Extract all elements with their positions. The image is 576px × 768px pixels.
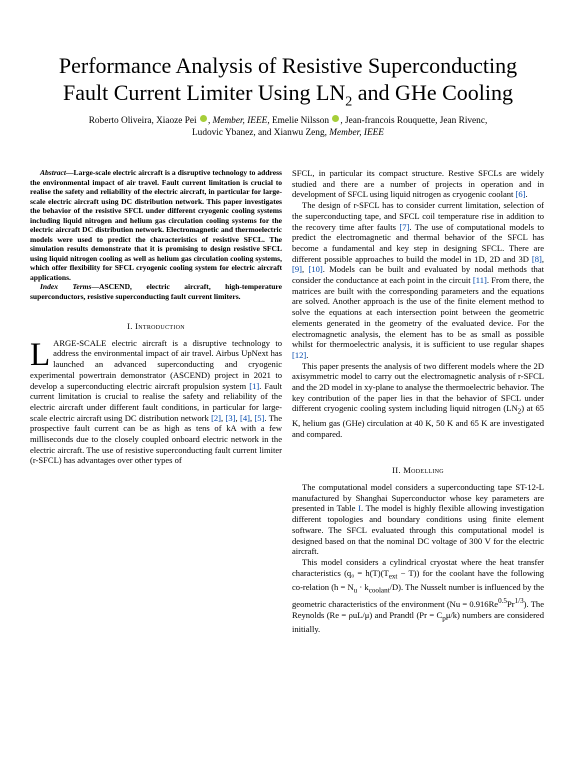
citation-link[interactable]: [10] [308,264,323,275]
citation-link[interactable]: [4] [239,412,250,423]
right-column [292,168,544,635]
body-paragraph: The computational model considers a superconducting tape ST-12-L manufactured by Shanghai Superconductor whose key parameters are presented in Table I. The model is highly flexible allowing investigation different topologies and boundary conditions using finite element software. The SFCL evaluated through this computational model is designed based on that the nominal DC voltage of 300 V for the electric aircraft. [292,481,544,557]
section-heading-introduction: I. Introduction [127,321,185,331]
citation-link[interactable]: [1] [249,380,260,391]
left-column [30,168,282,466]
body-paragraph: This model considers a cylindrical cryostat where the heat transfer characteristics $(q_0 = h(T)(T_{ext} - T))$ for the coolant have the following co-relation $(h = N_u \cdot k_{coolant}/D)$. The Nusselt number is influenced by the geometric characteristics of the environment $(Nu = 0.916Re^{0.5}Pr^{1/3})$. The Reynolds (Re = ρuL/μ) and Prandtl $(Pr = C_p\mu/k)$ numbers are considered initially. [292,556,544,635]
citation-link[interactable]: [9] [292,264,302,275]
citation-link[interactable]: [7] [399,221,410,232]
intro-paragraph: LARGE-SCALE electric aircraft is a disruptive technology to address the environmental impact of air travel. Airbus UpNext has launched an advanced superconducting and cryogenic experimental powertrain demonstrator (ASCEND) project in 2021 to develop a superconducting electric aircraft propulsion system [1]. Fault current limitation is crucial to realise the safety and reliability of the electric aircraft under different fault conditions, in particular for large-scale electric aircraft using DC distribution network [2], [3], [4], [5]. The prospective fault current can be as high as tens of kA with a few milliseconds due to the closely coupled onboard electric network in the electric aircraft. The use of resistive superconducting fault current limiter (r-SFCL) has advantages over other types of [30,336,283,466]
body-paragraph: The design of r-SFCL has to consider current limitation, selection of the superconducting tape, and SFCL coil temperature rise in addition to the recovery time after faults [7]. The use of computational models to predict the electromagnetic and thermal behavior of the SFCL has become a fundamental and key step in designing SFCL. There are different possible approaches to build the model in 1D, 2D and 3D [8], [9], [10]. Models can be built and evaluated by nodal methods that consider the conductance at each point in the circuit [11]. From there, the matrices are built with the corresponding parameters and the equations are solved. Another approach is the use of the finite element method to solve the equations at each intersection point between the geometric elements generated in the geometry of the evaluated device. For the electromagnetic analysis, the element has to be as small as possible whilst for thermoelectric analysis, it is sufficient to use regular shapes [12]. [292,200,544,360]
paper-title [0,52,576,115]
body-paragraph: This paper presents the analysis of two different models where the 2D axisymmetric model to carry out the electromagnetic analysis of r-SFCL and the 2D model in xy-plane to analyse the thermoelectric behavior. The key contribution of the paper lies in that the behavior of SFCL under different cryogenic cooling system including liquid nitrogen $(LN_2)$ at 65 K, helium gas (GHe) circulation at 40 K, 50 K and 65 K are investigated and compared. [292,360,545,439]
orcid-icon[interactable] [200,115,207,122]
intro-paragraph-continued: SFCL, in particular its compact structure. Restive SFCLs are widely studied and there are a number of projects in operation and in development of SFCL using liquid nitrogen as cryogenic coolant [6]. [292,168,544,200]
title-line-2: Fault Current Limiter Using $LN_2$ and GHe Cooling [63,80,513,110]
table-link[interactable]: I [358,503,361,514]
citation-link[interactable]: [12] [292,349,307,360]
section-heading-modelling: II. Modelling [392,465,444,476]
author-line-2: Ludovic Ybanez, and Xianwu Zeng, Member, IEEE [192,128,384,138]
citation-link[interactable]: [8] [531,253,542,264]
citation-link[interactable]: [11] [472,275,487,286]
citation-link[interactable]: [6] [515,189,526,200]
citation-link[interactable]: [3] [225,412,236,423]
drop-cap: L [30,336,51,373]
citation-link[interactable]: [2] [211,412,222,423]
title-line-1: Performance Analysis of Resistive Superconducting [58,53,518,78]
orcid-icon[interactable] [332,115,339,122]
author-line-1: Roberto Oliveira, Xiaoze Pei , Member, IEEE, Emelie Nilsson , Jean-francois Rouquette, Jean Rivenc, [88,116,488,126]
citation-link[interactable]: [5] [254,412,265,423]
abstract: Abstract—Large-scale electric aircraft is a disruptive technology to address the environmental impact of air travel. Fault current limitation is crucial to realise the safety and reliability of the electric aircraft, in particular for large-scale electric aircraft using DC distribution network. This paper investigates the behavior of the resistive SFCL under different cryogenic cooling systems including liquid nitrogen and helium gas circulation cooling systems for the electric aircraft DC distribution network. Electromagnetic and thermoelectric models were used to predict the characteristics of resistive SFCL. The simulation results demonstrate that it is promising to design resistive SFCL using liquid nitrogen cooling as well as helium gas circulation cooling systems, which offer flexibility for SFCL cryogenic cooling system for electric aircraft applications. [30,168,282,282]
author-list [50,115,526,139]
index-terms: Index Terms—ASCEND, electric aircraft, high-temperature superconductors, resistive superconducting fault current limiters. [30,282,282,301]
